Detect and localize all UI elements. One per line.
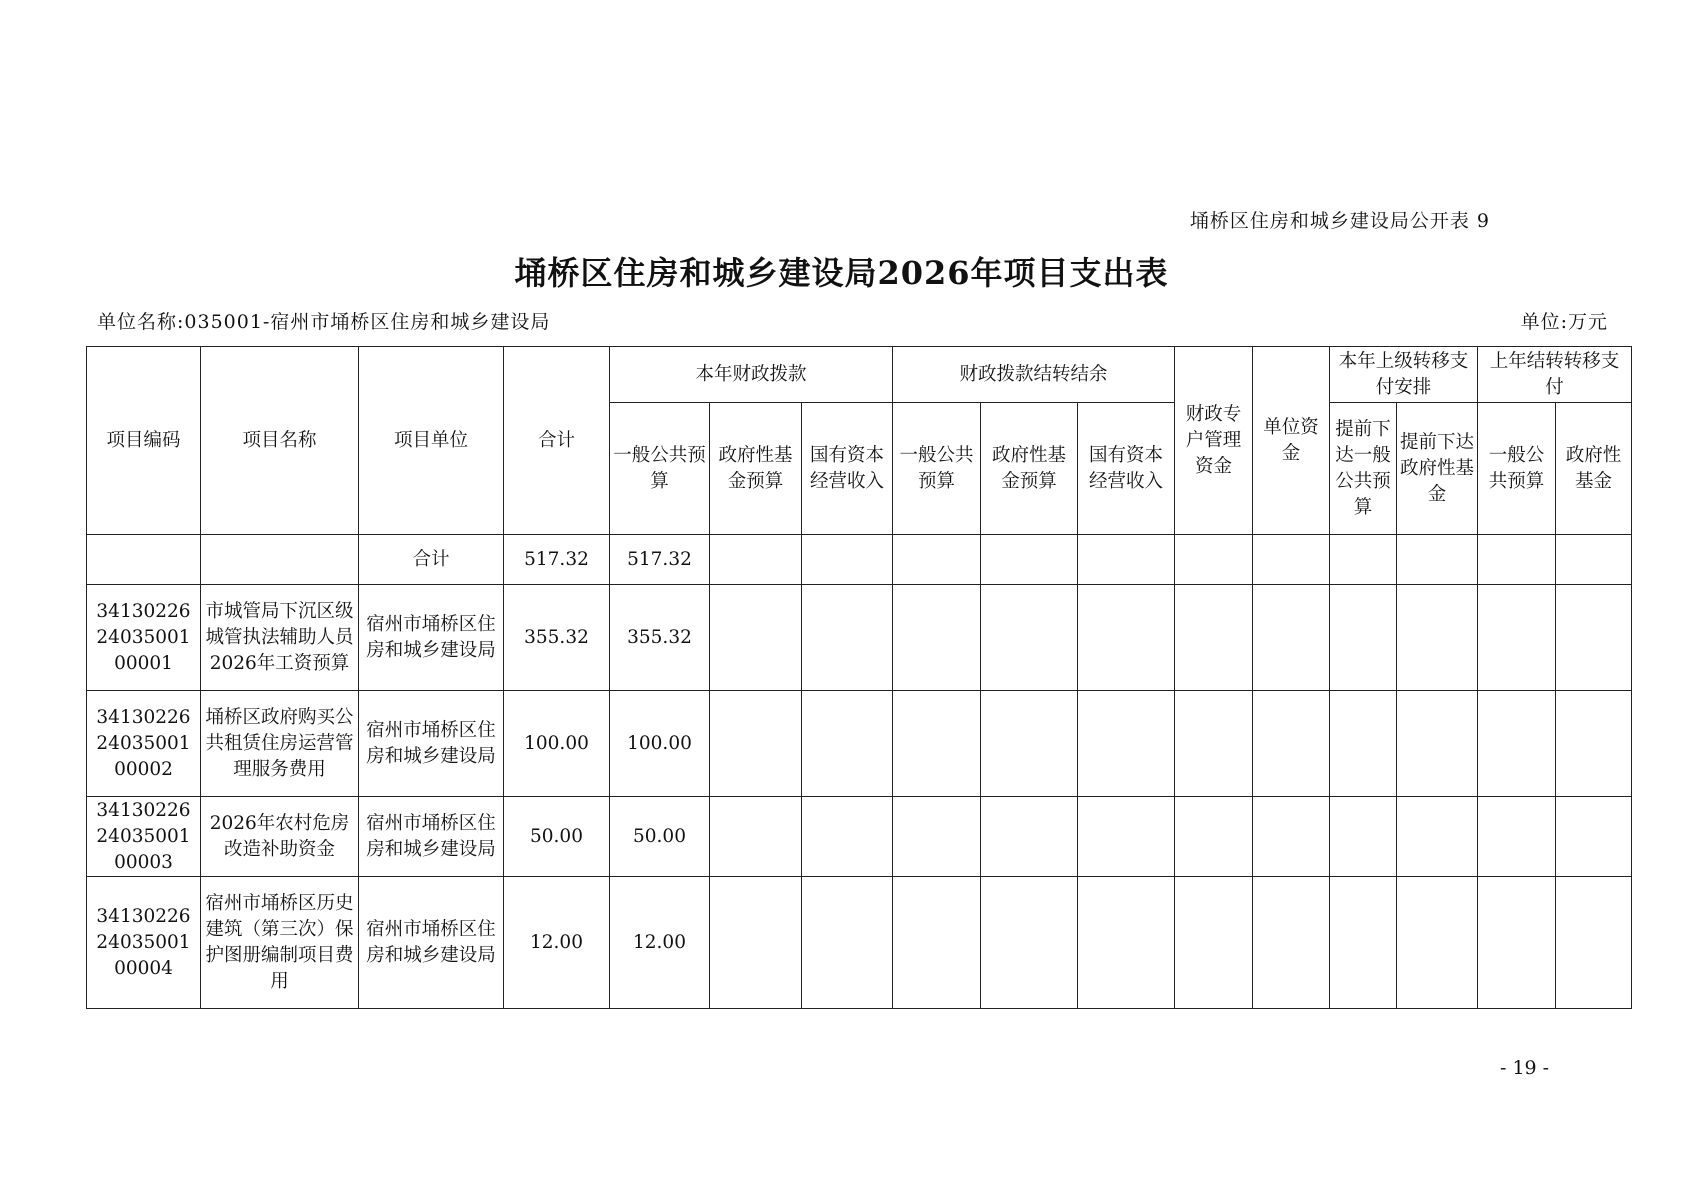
empty-cell [1478,585,1556,691]
empty-cell [1556,585,1632,691]
empty-cell [1478,797,1556,877]
empty-cell [710,585,802,691]
col-special-header: 财政专户管理资金 [1175,347,1253,535]
empty-cell [981,535,1078,585]
empty-cell [201,535,359,585]
empty-cell [1397,797,1478,877]
empty-cell [1078,797,1175,877]
unit-of-measure: 单位:万元 [1520,311,1608,333]
empty-cell [1397,877,1478,1009]
empty-cell [1175,877,1253,1009]
unit-name: 单位名称:035001-宿州市埇桥区住房和城乡建设局 [97,311,551,333]
header-row-1 [87,347,1632,403]
empty-cell [802,535,893,585]
empty-cell [1556,691,1632,797]
empty-cell [1330,691,1397,797]
empty-cell [1397,535,1478,585]
empty-cell [802,877,893,1009]
empty-cell [710,691,802,797]
row-code: 34130226 24035001 00001 [87,585,201,691]
empty-cell [1175,691,1253,797]
row-total: 355.32 [504,585,610,691]
empty-cell [1330,585,1397,691]
col-carry-fund-header: 政府性基金预算 [981,403,1078,535]
empty-cell [1253,535,1330,585]
row-fiscal-general: 355.32 [610,585,710,691]
total-label: 合计 [359,535,504,585]
row-name: 埇桥区政府购买公共租赁住房运营管理服务费用 [201,691,359,797]
empty-cell [1078,691,1175,797]
table-row [87,585,1632,691]
empty-cell [1330,535,1397,585]
empty-cell [802,691,893,797]
table-row [87,691,1632,797]
col-prev-fund-header: 政府性基金 [1556,403,1632,535]
empty-cell [1556,797,1632,877]
row-name: 宿州市埇桥区历史建筑（第三次）保护图册编制项目费用 [201,877,359,1009]
col-upper-general-header: 提前下达一般公共预算 [1330,403,1397,535]
row-name: 市城管局下沉区级城管执法辅助人员2026年工资预算 [201,585,359,691]
col-prev-group-header: 上年结转转移支付 [1478,347,1632,403]
row-unit: 宿州市埇桥区住房和城乡建设局 [359,585,504,691]
project-expenditure-table [86,346,1632,1009]
table-row [87,877,1632,1009]
empty-cell [1556,535,1632,585]
col-upper-group-header: 本年上级转移支付安排 [1330,347,1478,403]
col-upper-fund-header: 提前下达政府性基金 [1397,403,1478,535]
total-row [87,535,1632,585]
col-code-header: 项目编码 [87,347,201,535]
col-total-header: 合计 [504,347,610,535]
empty-cell [1253,585,1330,691]
empty-cell [1330,877,1397,1009]
row-fiscal-general: 50.00 [610,797,710,877]
row-code: 34130226 24035001 00004 [87,877,201,1009]
row-fiscal-general: 100.00 [610,691,710,797]
total-value: 517.32 [504,535,610,585]
empty-cell [1253,877,1330,1009]
total-fiscal-general: 517.32 [610,535,710,585]
row-unit: 宿州市埇桥区住房和城乡建设局 [359,877,504,1009]
col-fiscal-state-header: 国有资本经营收入 [802,403,893,535]
empty-cell [710,877,802,1009]
row-code: 34130226 24035001 00003 [87,797,201,877]
row-unit: 宿州市埇桥区住房和城乡建设局 [359,691,504,797]
empty-cell [802,585,893,691]
empty-cell [710,535,802,585]
empty-cell [1253,691,1330,797]
empty-cell [1478,691,1556,797]
empty-cell [1397,691,1478,797]
col-prev-general-header: 一般公共预算 [1478,403,1556,535]
empty-cell [1078,877,1175,1009]
col-fiscal-fund-header: 政府性基金预算 [710,403,802,535]
empty-cell [710,797,802,877]
page-number: - 19 - [1500,1057,1550,1079]
row-name: 2026年农村危房改造补助资金 [201,797,359,877]
empty-cell [893,585,981,691]
empty-cell [87,535,201,585]
col-fiscal-group-header: 本年财政拨款 [610,347,893,403]
empty-cell [1175,585,1253,691]
empty-cell [1175,535,1253,585]
empty-cell [1556,877,1632,1009]
empty-cell [1397,585,1478,691]
col-carry-general-header: 一般公共预算 [893,403,981,535]
empty-cell [802,797,893,877]
empty-cell [1478,877,1556,1009]
col-fiscal-general-header: 一般公共预算 [610,403,710,535]
col-carry-group-header: 财政拨款结转结余 [893,347,1175,403]
empty-cell [1253,797,1330,877]
col-carry-state-header: 国有资本经营收入 [1078,403,1175,535]
empty-cell [1078,535,1175,585]
row-total: 50.00 [504,797,610,877]
empty-cell [1175,797,1253,877]
empty-cell [1078,585,1175,691]
row-unit: 宿州市埇桥区住房和城乡建设局 [359,797,504,877]
empty-cell [981,877,1078,1009]
page-title: 埇桥区住房和城乡建设局2026年项目支出表 [514,254,1169,292]
table-number-note: 埇桥区住房和城乡建设局公开表 9 [1189,210,1490,232]
empty-cell [981,797,1078,877]
table-row [87,797,1632,877]
empty-cell [893,535,981,585]
empty-cell [893,797,981,877]
col-unit-header: 项目单位 [359,347,504,535]
empty-cell [1330,797,1397,877]
row-total: 100.00 [504,691,610,797]
empty-cell [893,877,981,1009]
empty-cell [981,585,1078,691]
col-unit-funds-header: 单位资金 [1253,347,1330,535]
row-total: 12.00 [504,877,610,1009]
col-name-header: 项目名称 [201,347,359,535]
row-fiscal-general: 12.00 [610,877,710,1009]
empty-cell [1478,535,1556,585]
empty-cell [981,691,1078,797]
row-code: 34130226 24035001 00002 [87,691,201,797]
empty-cell [893,691,981,797]
